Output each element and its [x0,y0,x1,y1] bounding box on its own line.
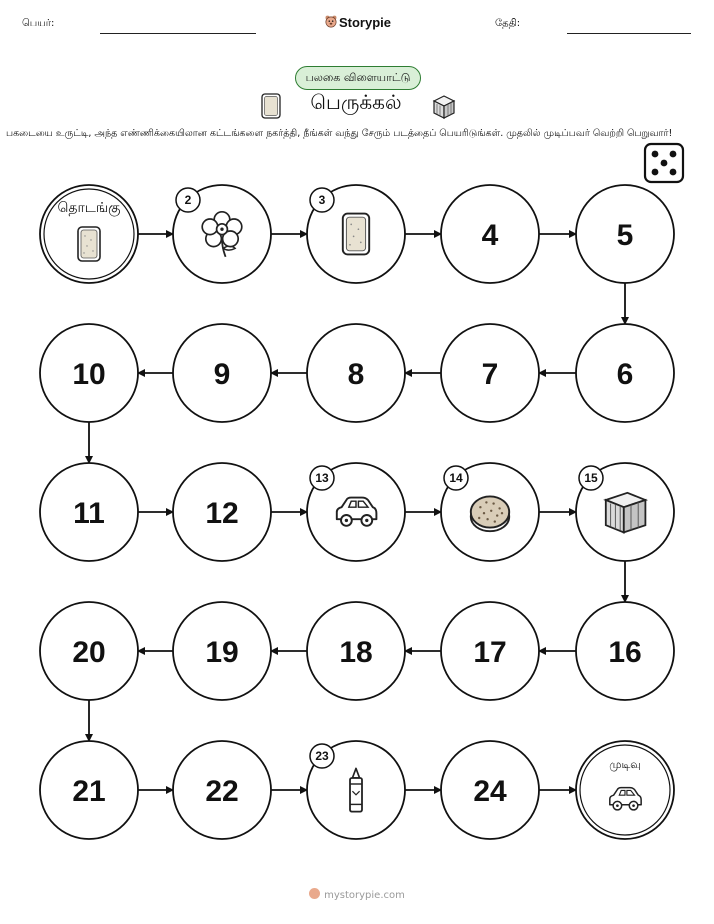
board-slate-icon [343,214,369,255]
cell-number: 18 [339,636,373,669]
board-cell-23[interactable] [307,741,405,839]
board-cell-5[interactable] [576,185,674,283]
footer-url[interactable]: mystorypie.com [324,890,405,901]
instructions: பகடையை உருட்டி, அந்த எண்ணிக்கையிலான கட்டங்களை நகர்த்தி, நீங்கள் வந்து சேரும் படத்தைப் பெயரிடுங்கள். முதலில் முடிப்பவர் வெற்றி பெறுவார்! [6,128,673,139]
cell-number: 20 [72,636,106,669]
board-cell-10[interactable] [40,324,138,422]
cell-number: 19 [205,636,239,669]
footer [0,888,714,901]
board-cell-18[interactable] [307,602,405,700]
board-cell-2[interactable] [173,185,271,283]
cell-number: 9 [213,358,231,391]
cell-number: 3 [318,193,326,207]
cell-number: 24 [473,775,507,808]
cell-number: 15 [584,471,598,485]
board-cell-19[interactable] [173,602,271,700]
date-label: தேதி: [495,18,521,29]
board-slate-icon [78,227,100,261]
cell-number: 12 [205,497,239,530]
cell-number: 11 [73,497,105,530]
board-cell-14[interactable] [441,463,539,561]
cell-number: 14 [449,471,463,485]
board-cell-15[interactable] [576,463,674,561]
board-cell-8[interactable] [307,324,405,422]
board-cell-24[interactable] [441,741,539,839]
start-label: தொடங்கு [57,200,121,216]
board-cell-9[interactable] [173,324,271,422]
cell-number: 22 [205,775,239,808]
board-cell-22[interactable] [173,741,271,839]
cell-number: 4 [481,219,499,252]
cell-number: 8 [347,358,365,391]
board-cell-12[interactable] [173,463,271,561]
board-cell-11[interactable] [40,463,138,561]
cell-number: 21 [72,775,106,808]
cell-number: 17 [473,636,507,669]
board-cell-21[interactable] [40,741,138,839]
board-cell-17[interactable] [441,602,539,700]
cell-number: 2 [184,193,192,207]
board-cell-25[interactable] [576,741,674,839]
cell-number: 10 [72,358,106,391]
wooden-crate-icon [606,493,646,533]
game-tag: பலகை விளையாட்டு [295,66,421,90]
board-cell-16[interactable] [576,602,674,700]
board-cell-6[interactable] [576,324,674,422]
bear-icon [309,888,320,899]
cell-number: 7 [481,358,499,391]
board-cell-4[interactable] [441,185,539,283]
board-cell-1[interactable] [40,185,138,283]
cell-number: 16 [608,636,642,669]
end-label: முடிவு [609,758,641,771]
board-cell-13[interactable] [307,463,405,561]
board-cell-7[interactable] [441,324,539,422]
board-cell-20[interactable] [40,602,138,700]
cell-number: 6 [616,358,634,391]
cookie-icon [471,496,509,531]
board-cell-3[interactable] [307,185,405,283]
name-label: பெயர்: [22,18,55,29]
brand-name: Storypie [338,14,391,30]
cell-number: 23 [315,749,329,763]
cell-number: 5 [616,219,634,252]
page-title: பெருக்கல் [310,90,402,114]
cell-number: 13 [315,471,329,485]
